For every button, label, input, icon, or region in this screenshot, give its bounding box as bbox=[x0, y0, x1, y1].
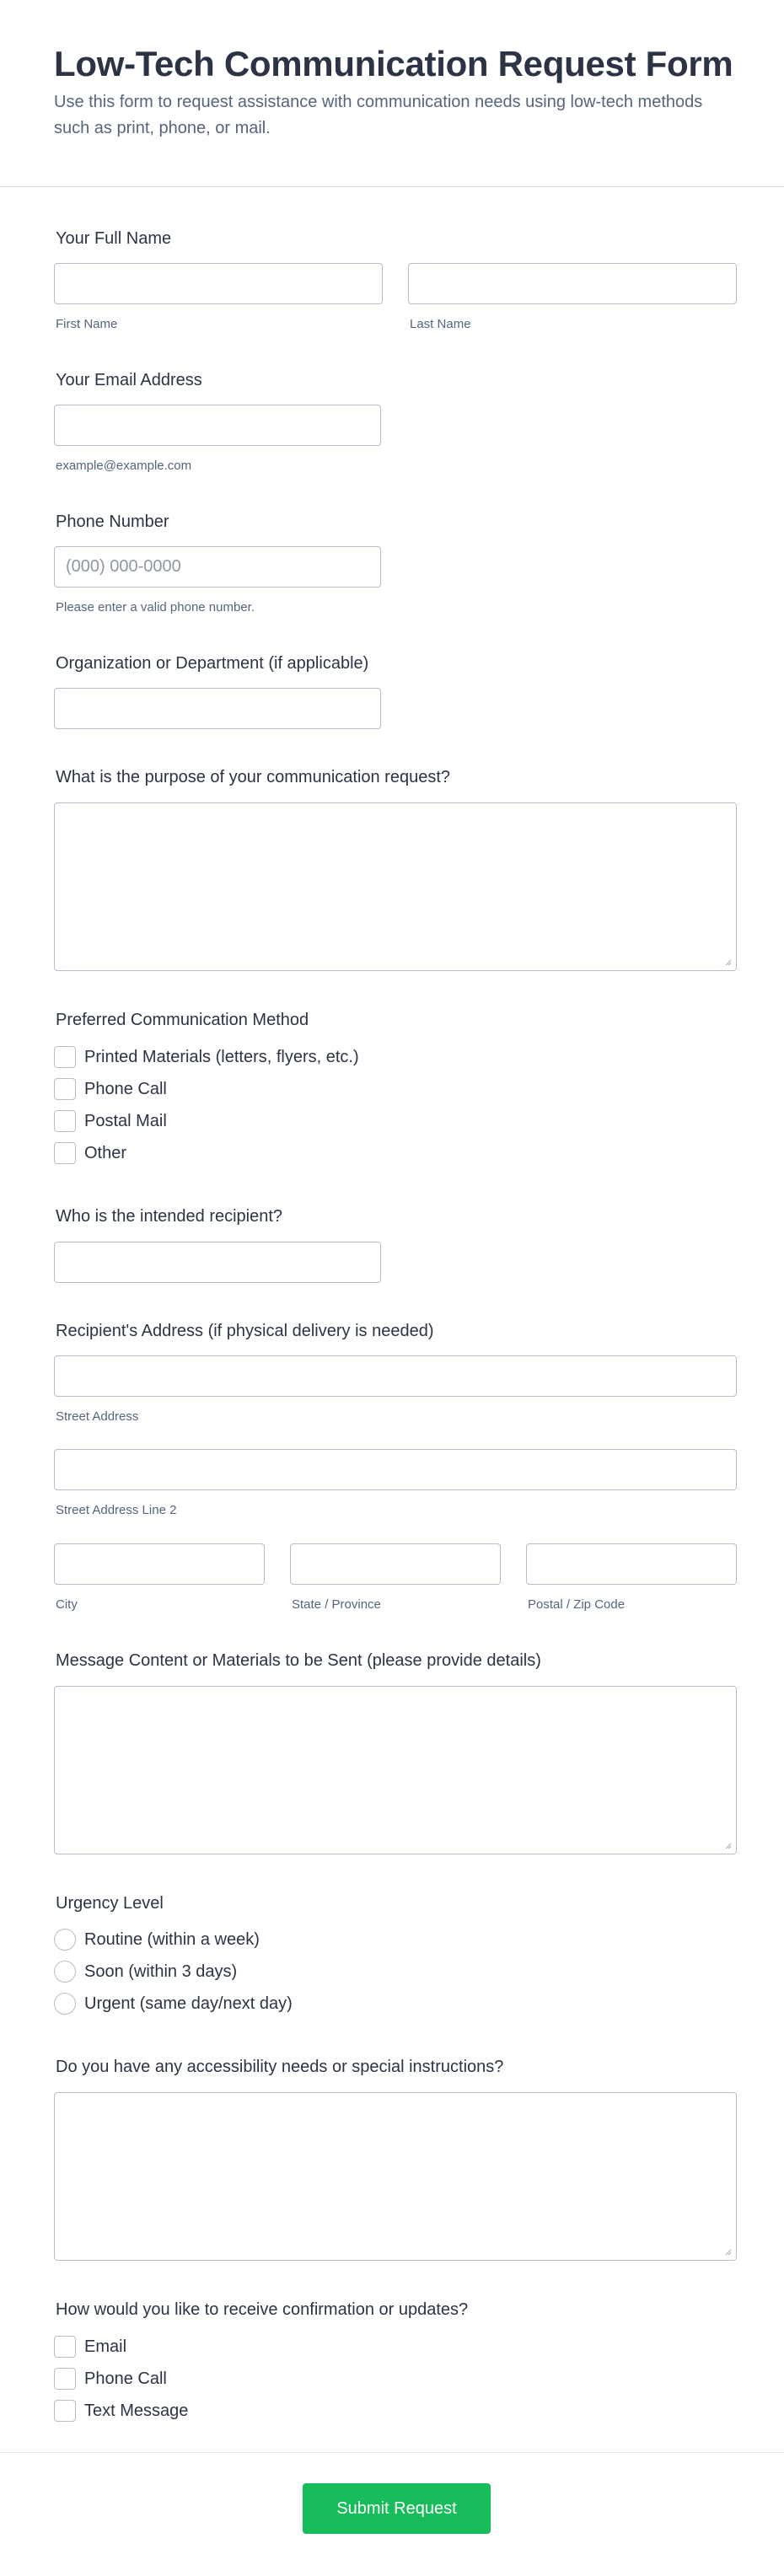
first-name-input[interactable] bbox=[54, 263, 383, 304]
last-name-input[interactable] bbox=[408, 263, 737, 304]
purpose-textarea[interactable] bbox=[54, 802, 737, 971]
checkbox[interactable] bbox=[54, 2368, 76, 2390]
street-address-sublabel: Street Address bbox=[56, 1409, 139, 1424]
city-input[interactable] bbox=[54, 1543, 265, 1585]
method-option-other[interactable] bbox=[54, 1141, 126, 1165]
urgency-option-urgent[interactable] bbox=[54, 1992, 293, 2015]
zip-input[interactable] bbox=[526, 1543, 737, 1585]
radio-button[interactable] bbox=[54, 1961, 76, 1983]
email-sublabel: example@example.com bbox=[56, 459, 192, 473]
zip-sublabel: Postal / Zip Code bbox=[528, 1597, 626, 1612]
full-name-label: Your Full Name bbox=[56, 229, 172, 248]
accessibility-textarea[interactable] bbox=[54, 2092, 737, 2261]
last-name-sublabel: Last Name bbox=[410, 317, 471, 331]
recipient-input[interactable] bbox=[54, 1242, 381, 1283]
checkbox[interactable] bbox=[54, 2336, 76, 2358]
option-label: Phone Call bbox=[84, 1079, 167, 1098]
message-label: Message Content or Materials to be Sent (please provide details) bbox=[56, 1651, 541, 1670]
footer-divider bbox=[0, 2452, 784, 2453]
option-label: Soon (within 3 days) bbox=[84, 1962, 238, 1981]
method-option-phone[interactable] bbox=[54, 1077, 167, 1101]
city-sublabel: City bbox=[56, 1597, 78, 1612]
phone-sublabel: Please enter a valid phone number. bbox=[56, 600, 255, 614]
confirmation-option-text[interactable] bbox=[54, 2399, 188, 2423]
radio-button[interactable] bbox=[54, 1993, 76, 2015]
urgency-option-routine[interactable] bbox=[54, 1928, 260, 1951]
submit-button[interactable]: Submit Request bbox=[303, 2483, 491, 2534]
form-header bbox=[0, 0, 784, 187]
form-title: Low-Tech Communication Request Form bbox=[54, 44, 733, 83]
state-sublabel: State / Province bbox=[292, 1597, 381, 1612]
street-address-input[interactable] bbox=[54, 1355, 737, 1397]
option-label: Phone Call bbox=[84, 2369, 167, 2388]
radio-button[interactable] bbox=[54, 1929, 76, 1951]
checkbox[interactable] bbox=[54, 1078, 76, 1100]
method-option-mail[interactable] bbox=[54, 1109, 167, 1133]
recipient-label: Who is the intended recipient? bbox=[56, 1207, 283, 1226]
email-input[interactable] bbox=[54, 405, 381, 446]
first-name-sublabel: First Name bbox=[56, 317, 118, 331]
option-label: Postal Mail bbox=[84, 1111, 167, 1130]
confirmation-option-email[interactable] bbox=[54, 2335, 126, 2359]
option-label: Urgent (same day/next day) bbox=[84, 1994, 293, 2013]
urgency-label: Urgency Level bbox=[56, 1894, 164, 1913]
option-label: Email bbox=[84, 2337, 127, 2356]
confirmation-label: How would you like to receive confirmation or updates? bbox=[56, 2300, 469, 2319]
email-label: Your Email Address bbox=[56, 371, 202, 389]
message-textarea[interactable] bbox=[54, 1686, 737, 1854]
phone-label: Phone Number bbox=[56, 513, 169, 531]
accessibility-label: Do you have any accessibility needs or special instructions? bbox=[56, 2058, 504, 2076]
option-label: Other bbox=[84, 1143, 127, 1162]
phone-input[interactable] bbox=[54, 546, 381, 588]
method-option-printed[interactable] bbox=[54, 1045, 359, 1069]
option-label: Text Message bbox=[84, 2401, 189, 2420]
street-address-line2-sublabel: Street Address Line 2 bbox=[56, 1503, 177, 1517]
checkbox[interactable] bbox=[54, 1110, 76, 1132]
purpose-label: What is the purpose of your communication request? bbox=[56, 768, 451, 786]
checkbox[interactable] bbox=[54, 1142, 76, 1164]
confirmation-option-phone[interactable] bbox=[54, 2367, 167, 2391]
method-label: Preferred Communication Method bbox=[56, 1011, 309, 1029]
state-input[interactable] bbox=[290, 1543, 501, 1585]
checkbox[interactable] bbox=[54, 2400, 76, 2422]
option-label: Printed Materials (letters, flyers, etc.) bbox=[84, 1047, 359, 1066]
option-label: Routine (within a week) bbox=[84, 1929, 260, 1949]
form-subtitle: Use this form to request assistance with communication needs using low-tech methods such as print, phone, or mail. bbox=[54, 93, 703, 137]
organization-label: Organization or Department (if applicable) bbox=[56, 654, 369, 673]
checkbox[interactable] bbox=[54, 1046, 76, 1068]
address-label: Recipient's Address (if physical delivery is needed) bbox=[56, 1322, 434, 1340]
organization-input[interactable] bbox=[54, 688, 381, 729]
urgency-option-soon[interactable] bbox=[54, 1960, 237, 1983]
street-address-line2-input[interactable] bbox=[54, 1449, 737, 1490]
